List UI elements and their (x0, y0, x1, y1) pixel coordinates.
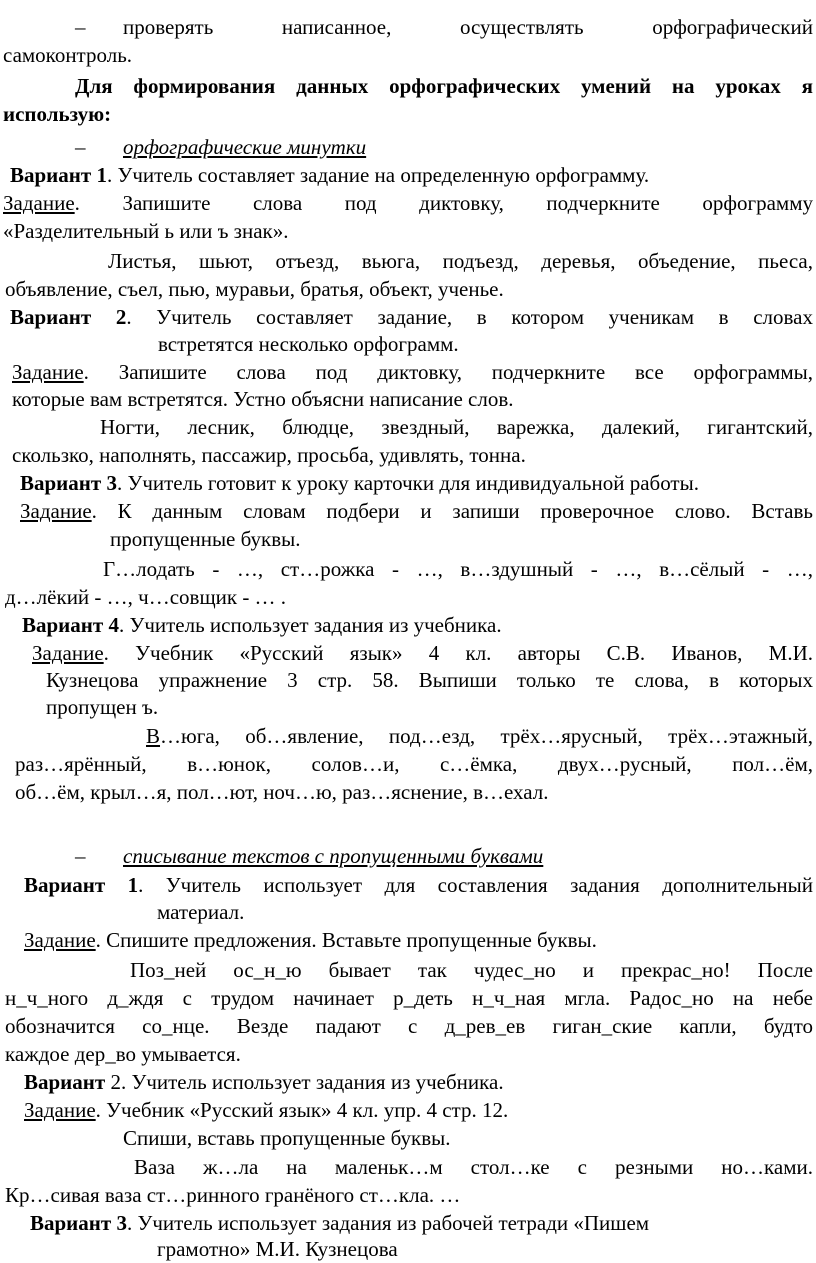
s1-v4-line: Вариант 4. Учитель использует задания из учебника. (22, 613, 502, 637)
s1-v2-words-line-2: скользко, наполнять, пассажир, просьба, удивлять, тонна. (12, 443, 526, 467)
s2-v1-task: Задание. Спишите предложения. Вставьте пропущенные буквы. (24, 928, 597, 952)
s1-v2-task-line-2: которые вам встретятся. Устно объясни написание слов. (12, 387, 514, 411)
s1-v4-task-line-1: Задание. Учебник «Русский язык» 4 кл. авторы С.В. Иванов, М.И. (32, 641, 813, 665)
intro-line-1: проверять написанное, осуществлять орфографический (123, 15, 813, 39)
section2-dash: – (75, 844, 86, 868)
s2-v2-paragraph-line-2: Кр…сивая ваза ст…ринного гранёного ст…кла. … (5, 1183, 461, 1207)
s1-v4-task-line-2: Кузнецова упражнение 3 стр. 58. Выпиши только те слова, в которых (46, 668, 813, 692)
intro-dash: – (75, 15, 86, 39)
s1-v1-words-line-1: Листья, шьют, отъезд, вьюга, подъезд, деревья, объедение, пьеса, (108, 249, 813, 273)
s2-v3-line-1: Вариант 3. Учитель использует задания из рабочей тетради «Пишем (30, 1211, 650, 1235)
section1-dash: – (75, 135, 86, 159)
s1-v1-line: Вариант 1. Учитель составляет задание на определенную орфограмму. (10, 163, 650, 187)
s1-v2-task-line-1: Задание. Запишите слова под диктовку, подчеркните все орфограммы, (12, 360, 813, 384)
s2-v2-line: Вариант 2. Учитель использует задания из учебника. (24, 1070, 504, 1094)
section2-title: списывание текстов с пропущенными буквами (123, 844, 544, 868)
heading-line-1: Для формирования данных орфографических умений на уроках я (75, 74, 813, 98)
s1-v2-words-line-1: Ногти, лесник, блюдце, звездный, варежка, далекий, гигантский, (100, 415, 813, 439)
s1-v3-task-line-1: Задание. К данным словам подбери и запиши проверочное слово. Вставь (20, 499, 813, 523)
s1-v4-words-line-3: об…ём, крыл…я, пол…ют, ноч…ю, раз…яснение, в…ехал. (15, 780, 549, 804)
s1-v3-words-line-2: д…лёкий - …, ч…совщик - … . (5, 585, 287, 609)
s1-v4-words-line-2: раз…ярённый, в…юнок, солов…и, с…ёмка, двух…русный, пол…ём, (15, 752, 813, 776)
s1-v3-line: Вариант 3. Учитель готовит к уроку карточки для индивидуальной работы. (20, 471, 699, 495)
s2-v1-line-2: материал. (157, 900, 245, 924)
s2-v1-line-1: Вариант 1. Учитель использует для составления задания дополнительный (24, 873, 813, 897)
s2-v1-paragraph-line-1: Поз_ней ос_н_ю бывает так чудес_но и прекрас_но! После (130, 958, 813, 982)
s1-v4-task-line-3: пропущен ъ. (46, 695, 159, 719)
intro-line-2: самоконтроль. (3, 43, 133, 67)
s1-v1-words-line-2: объявление, съел, пью, муравьи, братья, объект, ученье. (5, 277, 504, 301)
s1-v3-task-line-2: пропущенные буквы. (110, 527, 301, 551)
s1-v4-words-line-1: В…юга, об…явление, под…езд, трёх…ярусный, трёх…этажный, (146, 724, 813, 748)
s2-v2-task: Задание. Учебник «Русский язык» 4 кл. упр. 4 стр. 12. (24, 1098, 509, 1122)
s2-v2-instruction: Спиши, вставь пропущенные буквы. (123, 1126, 451, 1150)
s1-v2-line-2: встретятся несколько орфограмм. (158, 332, 459, 356)
s2-v1-paragraph-line-2: н_ч_ного д_ждя с трудом начинает р_деть н_ч_ная мгла. Радос_но на небе (5, 986, 813, 1010)
s2-v2-paragraph-line-1: Ваза ж…ла на маленьк…м стол…ке с резными но…ками. (134, 1155, 813, 1179)
s2-v1-paragraph-line-4: каждое дер_во умывается. (5, 1042, 241, 1066)
heading-line-2: использую: (3, 102, 112, 126)
s1-v2-line-1: Вариант 2. Учитель составляет задание, в котором ученикам в словах (10, 305, 813, 329)
s1-v1-task-line-2: «Разделительный ь или ъ знак». (3, 219, 289, 243)
s2-v3-line-2: грамотно» М.И. Кузнецова (157, 1237, 398, 1261)
section1-title: орфографические минутки (123, 135, 367, 159)
s1-v1-task-line-1: Задание. Запишите слова под диктовку, подчеркните орфограмму (3, 191, 813, 215)
s2-v1-paragraph-line-3: обозначится со_нце. Везде падают с д_рев_ев гиган_ские капли, будто (5, 1014, 813, 1038)
s1-v3-words-line-1: Г…лодать - …, ст…рожка - …, в…здушный - …, в…сёлый - …, (103, 557, 813, 581)
